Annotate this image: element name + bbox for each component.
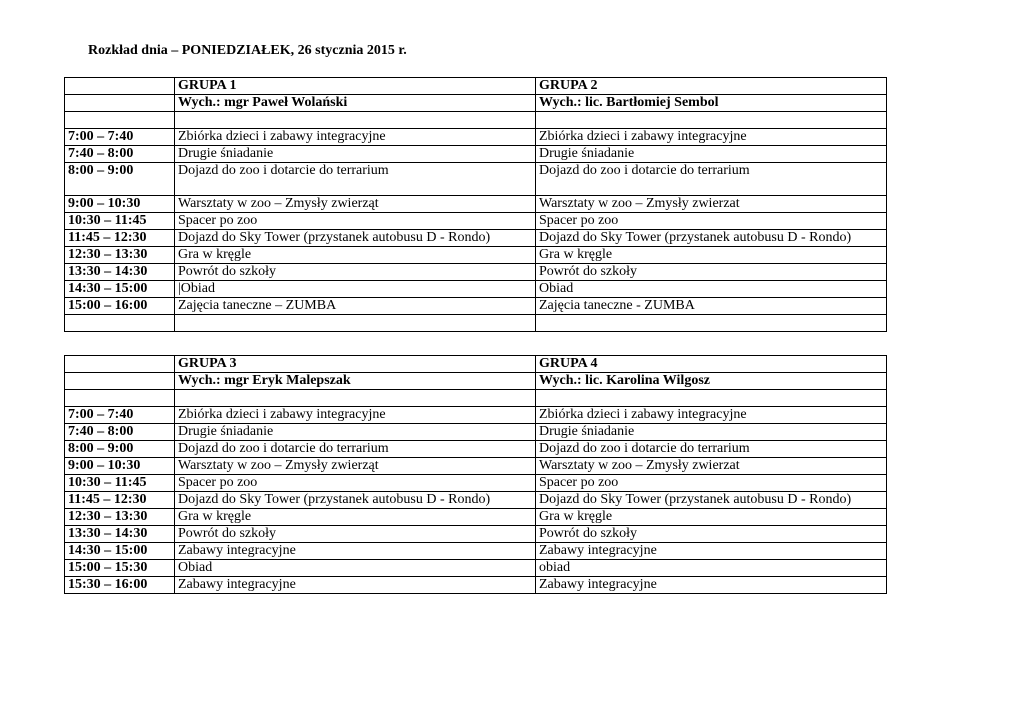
teacher-row xyxy=(65,95,887,112)
time-slot: 7:40 – 8:00 xyxy=(65,146,175,163)
teacher-name: Wych.: lic. Karolina Wilgosz xyxy=(536,373,887,390)
group-name: GRUPA 1 xyxy=(175,78,536,95)
empty-cell xyxy=(65,112,175,129)
activity-cell: Obiad xyxy=(536,281,887,298)
activity-cell: Zabawy integracyjne xyxy=(536,543,887,560)
page-title: Rozkład dnia – PONIEDZIAŁEK, 26 stycznia 2015 r. xyxy=(88,43,407,58)
table-row xyxy=(65,577,887,594)
activity-cell: Drugie śniadanie xyxy=(536,146,887,163)
activity-cell: Powrót do szkoły xyxy=(536,264,887,281)
group-name: GRUPA 3 xyxy=(175,356,536,373)
activity-cell: Zbiórka dzieci i zabawy integracyjne xyxy=(175,407,536,424)
empty-cell xyxy=(65,315,175,332)
activity-cell: Warsztaty w zoo – Zmysły zwierzat xyxy=(536,196,887,213)
table-row xyxy=(65,475,887,492)
activity-cell: Dojazd do zoo i dotarcie do terrarium xyxy=(175,441,536,458)
time-slot: 7:40 – 8:00 xyxy=(65,424,175,441)
time-slot: 15:00 – 16:00 xyxy=(65,298,175,315)
table-row xyxy=(65,281,887,298)
teacher-name: Wych.: lic. Bartłomiej Sembol xyxy=(536,95,887,112)
table-row xyxy=(65,163,887,196)
time-slot: 12:30 – 13:30 xyxy=(65,247,175,264)
activity-cell: Dojazd do Sky Tower (przystanek autobusu D - Rondo) xyxy=(536,492,887,509)
activity-cell: Obiad xyxy=(175,560,536,577)
activity-cell: Drugie śniadanie xyxy=(175,146,536,163)
activity-cell: Dojazd do zoo i dotarcie do terrarium xyxy=(175,163,536,196)
table-row xyxy=(65,441,887,458)
time-header-cell xyxy=(65,356,175,373)
activity-cell: Powrót do szkoły xyxy=(175,264,536,281)
table-row xyxy=(65,492,887,509)
time-slot: 11:45 – 12:30 xyxy=(65,230,175,247)
table-row xyxy=(65,526,887,543)
time-slot: 15:30 – 16:00 xyxy=(65,577,175,594)
activity-cell: Dojazd do Sky Tower (przystanek autobusu D - Rondo) xyxy=(536,230,887,247)
empty-cell xyxy=(175,112,536,129)
activity-cell: Warsztaty w zoo – Zmysły zwierzat xyxy=(536,458,887,475)
activity-cell: Drugie śniadanie xyxy=(536,424,887,441)
activity-cell: obiad xyxy=(536,560,887,577)
table-row xyxy=(65,424,887,441)
time-slot: 7:00 – 7:40 xyxy=(65,129,175,146)
activity-cell: Drugie śniadanie xyxy=(175,424,536,441)
empty-cell xyxy=(65,390,175,407)
activity-cell: Zbiórka dzieci i zabawy integracyjne xyxy=(536,407,887,424)
time-header-cell xyxy=(65,78,175,95)
table-row xyxy=(65,509,887,526)
time-slot: 8:00 – 9:00 xyxy=(65,163,175,196)
activity-cell: Dojazd do Sky Tower (przystanek autobusu D - Rondo) xyxy=(175,492,536,509)
time-slot: 12:30 – 13:30 xyxy=(65,509,175,526)
activity-cell: Warsztaty w zoo – Zmysły zwierząt xyxy=(175,458,536,475)
activity-cell: Powrót do szkoły xyxy=(536,526,887,543)
teacher-name: Wych.: mgr Eryk Malepszak xyxy=(175,373,536,390)
table-row xyxy=(65,407,887,424)
time-slot: 13:30 – 14:30 xyxy=(65,264,175,281)
time-slot: 11:45 – 12:30 xyxy=(65,492,175,509)
table-row xyxy=(65,543,887,560)
activity-cell: Zabawy integracyjne xyxy=(175,543,536,560)
empty-cell xyxy=(536,390,887,407)
activity-cell: Gra w kręgle xyxy=(536,247,887,264)
table-row xyxy=(65,264,887,281)
table-row xyxy=(65,146,887,163)
activity-cell: Gra w kręgle xyxy=(536,509,887,526)
time-slot: 9:00 – 10:30 xyxy=(65,458,175,475)
group-name: GRUPA 2 xyxy=(536,78,887,95)
time-slot: 14:30 – 15:00 xyxy=(65,281,175,298)
empty-cell xyxy=(536,315,887,332)
table-header-row xyxy=(65,356,887,373)
spacer-row xyxy=(65,390,887,407)
time-slot: 13:30 – 14:30 xyxy=(65,526,175,543)
table-row xyxy=(65,560,887,577)
activity-cell: Zbiórka dzieci i zabawy integracyjne xyxy=(175,129,536,146)
time-slot: 14:30 – 15:00 xyxy=(65,543,175,560)
activity-cell: Warsztaty w zoo – Zmysły zwierząt xyxy=(175,196,536,213)
activity-cell: Zabawy integracyjne xyxy=(175,577,536,594)
activity-cell: |Obiad xyxy=(175,281,536,298)
table-row xyxy=(65,298,887,315)
schedule-table-groups-3-4 xyxy=(64,355,887,594)
time-slot: 9:00 – 10:30 xyxy=(65,196,175,213)
table-row xyxy=(65,213,887,230)
time-slot: 10:30 – 11:45 xyxy=(65,213,175,230)
time-slot: 7:00 – 7:40 xyxy=(65,407,175,424)
activity-cell: Dojazd do zoo i dotarcie do terrarium xyxy=(536,163,887,196)
activity-cell: Gra w kręgle xyxy=(175,247,536,264)
empty-cell xyxy=(175,315,536,332)
activity-cell: Spacer po zoo xyxy=(536,213,887,230)
activity-cell: Dojazd do zoo i dotarcie do terrarium xyxy=(536,441,887,458)
spacer-row xyxy=(65,315,887,332)
activity-cell: Spacer po zoo xyxy=(536,475,887,492)
empty-cell xyxy=(65,95,175,112)
spacer-row xyxy=(65,112,887,129)
time-slot: 8:00 – 9:00 xyxy=(65,441,175,458)
teacher-row xyxy=(65,373,887,390)
activity-cell: Zajęcia taneczne – ZUMBA xyxy=(175,298,536,315)
empty-cell xyxy=(65,373,175,390)
table-row xyxy=(65,230,887,247)
time-slot: 10:30 – 11:45 xyxy=(65,475,175,492)
table-row xyxy=(65,196,887,213)
activity-cell: Dojazd do Sky Tower (przystanek autobusu D - Rondo) xyxy=(175,230,536,247)
empty-cell xyxy=(536,112,887,129)
schedule-table-groups-1-2 xyxy=(64,77,887,332)
group-name: GRUPA 4 xyxy=(536,356,887,373)
empty-cell xyxy=(175,390,536,407)
activity-cell: Spacer po zoo xyxy=(175,213,536,230)
activity-cell: Powrót do szkoły xyxy=(175,526,536,543)
activity-cell: Zajęcia taneczne - ZUMBA xyxy=(536,298,887,315)
activity-cell: Spacer po zoo xyxy=(175,475,536,492)
time-slot: 15:00 – 15:30 xyxy=(65,560,175,577)
table-row xyxy=(65,129,887,146)
table-row xyxy=(65,458,887,475)
activity-cell: Zbiórka dzieci i zabawy integracyjne xyxy=(536,129,887,146)
teacher-name: Wych.: mgr Paweł Wolański xyxy=(175,95,536,112)
table-header-row xyxy=(65,78,887,95)
activity-cell: Gra w kręgle xyxy=(175,509,536,526)
table-row xyxy=(65,247,887,264)
activity-cell: Zabawy integracyjne xyxy=(536,577,887,594)
